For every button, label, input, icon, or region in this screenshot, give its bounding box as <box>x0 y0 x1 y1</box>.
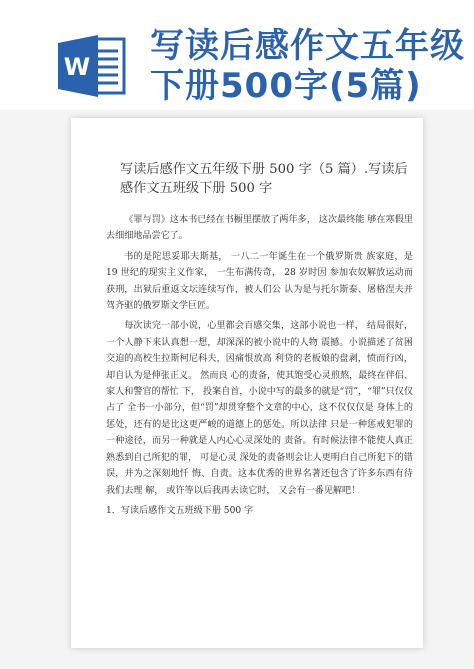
logo-letter: W <box>63 53 91 81</box>
section-heading: 1．写读后感作文五班级下册 500 字 <box>106 505 254 516</box>
paragraph: 每次读完一部小说，心里都会百感交集，这部小说也一样， 结局很好，一个人静下来认真想一想，却深深的被小说中的人物 震撼。小说描述了贫困交迫的高校生拉斯柯尼科夫，因痛恨放高 利贷的老板娘的盘剥，愤而行凶，却自认为是伸张正义。 然而良 心的责备，使其饱受心灵煎熬，最终在伴侣、家人和警官的帮忙 下， 投案自首，小说中写的最多的就是“罚”，“罪”只仅仅占了 全书一小部分，但“罚”却贯穿整个文章的中心，这不仅仅仅是 身体上的惩处，还有的是比这更严峻的道德上的惩处。所以法律 只是一种惩戒犯罪的一种途径，而另一种就是人内心心灵深处的 责备。有时候法律不能使人真正熟悉到自己所犯的罪， 可是心灵 深处的责备则会让人更明白自己所犯下的错误，并为之深刻地忏 悔、自责。这本优秀的世界名著还包含了许多东西有待我们去理 解， 或许等以后我再去读它时， 又会有一番见解吧！ <box>106 321 413 496</box>
document-body <box>106 212 413 523</box>
paragraph: 书的是陀思妥耶夫斯基， 一八二一年诞生在一个俄罗斯贵 族家庭，是 19 世纪的现实主义作家， 一生布满传奇， 28 岁时因 参加农奴解放运动而获刑，出狱后重返文坛连续写作，被人们公 认为是与托尔斯泰、屠格涅夫并驾齐驱的俄罗斯文学巨匠。 <box>106 251 413 312</box>
banner-title: 写读后感作文五年级下册500字(5篇) <box>150 26 465 106</box>
banner <box>0 0 474 110</box>
paragraph: 《罪与罚》这本书已经在书橱里摆放了两年多， 这次最终能 够在寒假里去细细地品尝它了。 <box>106 215 413 242</box>
document-title: 写读后感作文五年级下册 500 字（5 篇）.写读后感作文五班级下册 500 字 <box>120 162 408 196</box>
word-document-icon <box>56 35 128 97</box>
